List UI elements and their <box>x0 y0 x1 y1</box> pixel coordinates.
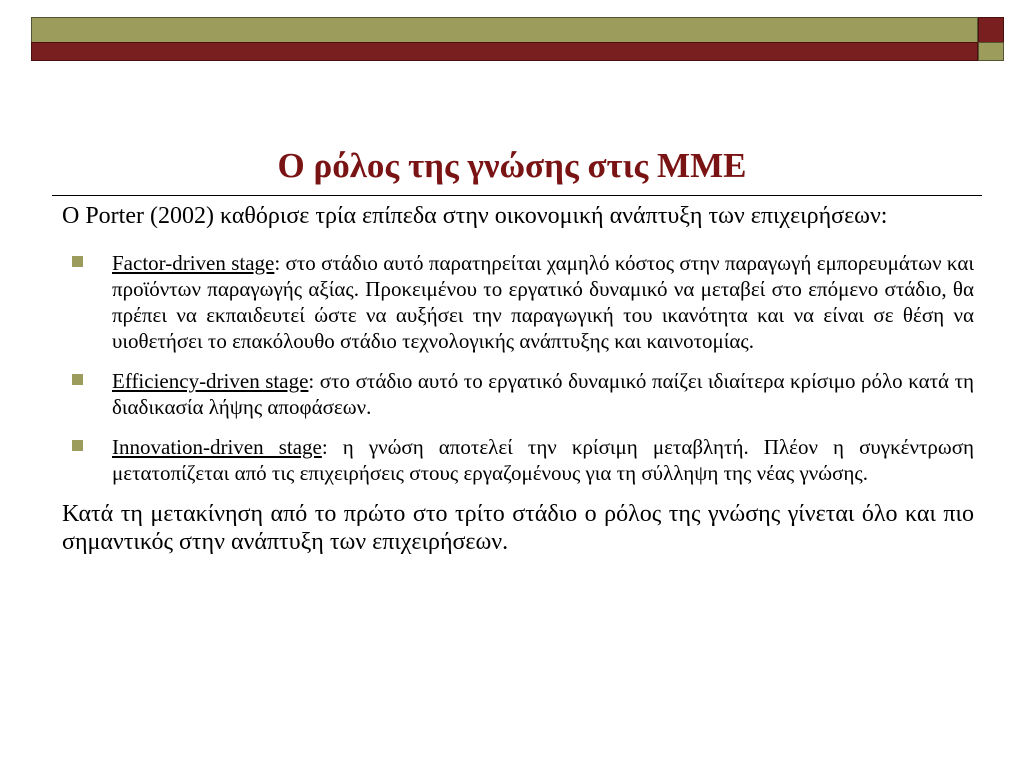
corner-square-top <box>978 17 1004 43</box>
stage-term: Innovation-driven stage <box>112 435 322 459</box>
square-bullet-icon <box>72 374 83 385</box>
stage-description: : στο στάδιο αυτό παρατηρείται χαμηλό κόστος στην παραγωγή εμπορευμάτων και προϊόντων παραγωγής αξίας. Προκειμένου το εργατικό δυναμικό να μεταβεί στο επόμενο στάδιο, θα πρέπει να εκπαιδευτεί ώστε να αυξήσει την παραγωγική του ικανότητα και να είναι σε θέση να υιοθετήσει το επακόλουθο στάδιο τεχνολογικής ανάπτυξης και καινοτομίας. <box>112 251 974 353</box>
stage-description: : στο στάδιο αυτό το εργατικό δυναμικό παίζει ιδιαίτερα κρίσιμο ρόλο κατά τη διαδικασία λήψης αποφάσεων. <box>112 369 975 419</box>
intro-paragraph: Ο Porter (2002) καθόρισε τρία επίπεδα στην οικονομική ανάπτυξη των επιχειρήσεων: <box>62 203 888 229</box>
list-item <box>62 434 974 486</box>
slide-body <box>62 202 974 556</box>
stage-term: Efficiency-driven stage <box>112 369 309 393</box>
stage-term: Factor-driven stage <box>112 251 275 275</box>
slide-title: Ο ρόλος της γνώσης στις ΜΜΕ <box>277 146 747 185</box>
title-divider <box>52 195 982 196</box>
closing-paragraph: Κατά τη μετακίνηση από το πρώτο στο τρίτο στάδιο ο ρόλος της γνώσης γίνεται όλο και πιο σημαντικός στην ανάπτυξη των επιχειρήσεων. <box>62 501 974 555</box>
square-bullet-icon <box>72 440 83 451</box>
list-item <box>62 250 974 354</box>
corner-square-bottom <box>978 42 1004 61</box>
header-decoration-bar <box>31 17 978 43</box>
list-item <box>62 368 974 420</box>
stage-description: : η γνώση αποτελεί την κρίσιμη μεταβλητή. Πλέον η συγκέντρωση μετατοπίζεται από τις επιχειρήσεις στους εργαζομένους για τη σύλληψη της νέας γνώσης. <box>112 435 975 485</box>
header-decoration-stripe <box>31 42 978 61</box>
square-bullet-icon <box>72 256 83 267</box>
stage-list <box>62 250 974 486</box>
